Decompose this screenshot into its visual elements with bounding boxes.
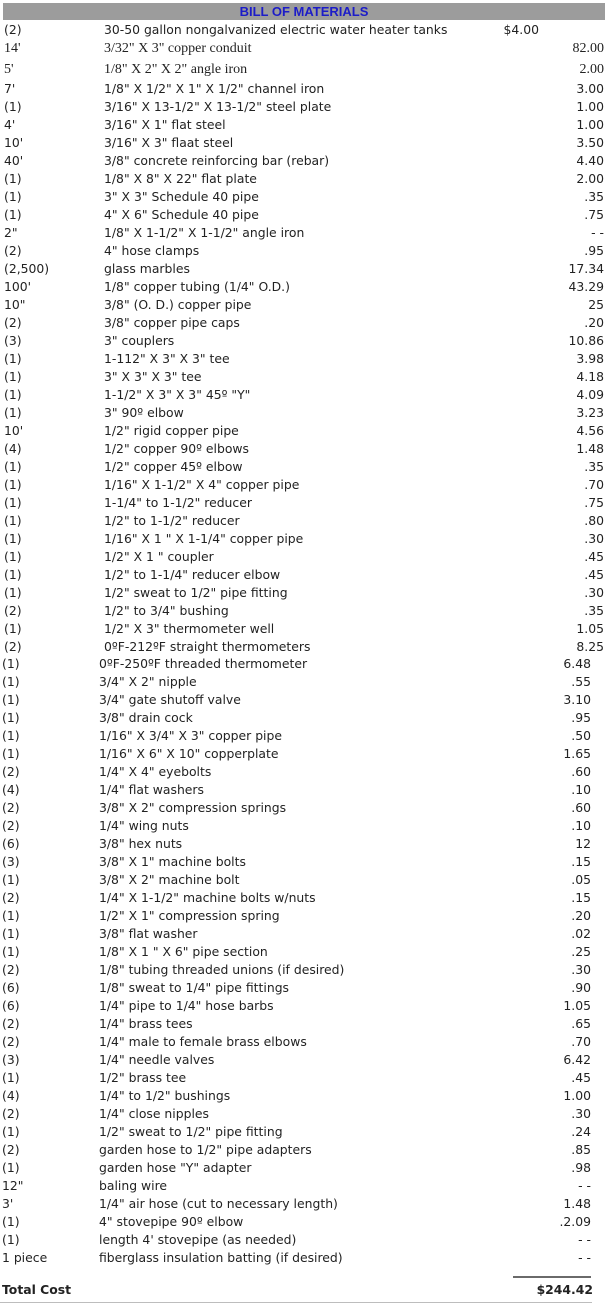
material-row bbox=[0, 170, 611, 188]
material-row bbox=[0, 602, 611, 620]
material-row bbox=[0, 314, 611, 332]
material-cost: .60 bbox=[571, 764, 591, 779]
material-row bbox=[0, 134, 611, 152]
material-cost: .80 bbox=[584, 513, 604, 528]
material-row bbox=[0, 1141, 611, 1159]
material-quantity: (1) bbox=[4, 207, 22, 222]
material-cost: 4.40 bbox=[576, 153, 604, 168]
material-quantity: (1) bbox=[4, 567, 22, 582]
total-divider bbox=[513, 1276, 591, 1278]
material-cost: 2.00 bbox=[579, 61, 604, 77]
material-quantity: (1) bbox=[4, 459, 22, 474]
material-description: 1/8" X 8" X 22" flat plate bbox=[104, 171, 257, 186]
material-description: 1/2" brass tee bbox=[99, 1070, 187, 1085]
material-row bbox=[0, 871, 611, 889]
material-cost: 12 bbox=[575, 836, 591, 851]
material-description: 3" 90º elbow bbox=[104, 405, 184, 420]
material-row bbox=[0, 1033, 611, 1051]
material-description: 1/4" air hose (cut to necessary length) bbox=[99, 1196, 338, 1211]
material-description: 1/4" to 1/2" bushings bbox=[99, 1088, 231, 1103]
material-description: 3/8" flat washer bbox=[99, 926, 198, 941]
material-cost: .65 bbox=[571, 1016, 591, 1031]
material-cost: .75 bbox=[584, 207, 604, 222]
material-cost: 1.65 bbox=[563, 746, 591, 761]
page-title: BILL OF MATERIALS bbox=[239, 4, 369, 19]
material-cost: .2.09 bbox=[559, 1214, 591, 1229]
material-cost: 1.48 bbox=[576, 441, 604, 456]
material-description: 3/8" (O. D.) copper pipe bbox=[104, 297, 252, 312]
material-quantity: 12" bbox=[2, 1178, 24, 1193]
material-description: 1/8" copper tubing (1/4" O.D.) bbox=[104, 279, 290, 294]
material-quantity: (1) bbox=[2, 944, 20, 959]
material-row bbox=[0, 1087, 611, 1105]
material-quantity: (2) bbox=[2, 1142, 20, 1157]
material-description: 1/8" X 1/2" X 1" X 1/2" channel iron bbox=[104, 81, 325, 96]
material-quantity: (1) bbox=[4, 531, 22, 546]
material-description: 3/8" X 2" machine bolt bbox=[99, 872, 240, 887]
material-row bbox=[0, 386, 611, 404]
material-description: 3/8" X 1" machine bolts bbox=[99, 854, 246, 869]
material-description: 3/8" drain cock bbox=[99, 710, 193, 725]
material-quantity: (1) bbox=[4, 495, 22, 510]
material-row bbox=[0, 458, 611, 476]
material-row bbox=[0, 368, 611, 386]
material-row bbox=[0, 853, 611, 871]
material-row bbox=[0, 404, 611, 422]
material-quantity: (1) bbox=[4, 171, 22, 186]
material-row bbox=[0, 817, 611, 835]
material-description: 3/8" hex nuts bbox=[99, 836, 183, 851]
material-quantity: (2,500) bbox=[4, 261, 50, 276]
material-quantity: (4) bbox=[4, 441, 22, 456]
material-quantity: (1) bbox=[4, 621, 22, 636]
material-cost: .50 bbox=[571, 728, 591, 743]
material-quantity: 100' bbox=[4, 279, 32, 294]
material-description: 1/4" male to female brass elbows bbox=[99, 1034, 307, 1049]
material-quantity: (1) bbox=[4, 369, 22, 384]
material-row bbox=[0, 997, 611, 1015]
material-quantity: (1) bbox=[2, 1070, 20, 1085]
material-row bbox=[0, 1213, 611, 1231]
material-description: baling wire bbox=[99, 1178, 168, 1193]
material-description: glass marbles bbox=[104, 261, 190, 276]
material-row bbox=[0, 530, 611, 548]
material-row bbox=[0, 98, 611, 116]
material-row bbox=[0, 422, 611, 440]
material-cost: .45 bbox=[571, 1070, 591, 1085]
material-quantity: (2) bbox=[2, 764, 20, 779]
material-quantity: (4) bbox=[2, 1088, 20, 1103]
material-row bbox=[0, 494, 611, 512]
material-row bbox=[0, 727, 611, 745]
material-cost: 82.00 bbox=[572, 41, 604, 56]
material-row bbox=[0, 60, 611, 81]
material-description: 1/2" sweat to 1/2" pipe fitting bbox=[104, 585, 288, 600]
material-row bbox=[0, 1249, 611, 1267]
material-description: 3/32" X 3" copper conduit bbox=[104, 41, 252, 56]
material-row bbox=[0, 21, 611, 39]
material-description: 1/8" X 1-1/2" X 1-1/2" angle iron bbox=[104, 225, 305, 240]
material-description: 1/16" X 1-1/2" X 4" copper pipe bbox=[104, 477, 300, 492]
material-quantity: 10' bbox=[4, 423, 24, 438]
material-quantity: (1) bbox=[4, 549, 22, 564]
material-cost: .30 bbox=[584, 531, 604, 546]
material-quantity: 14' bbox=[4, 41, 21, 56]
material-row bbox=[0, 152, 611, 170]
material-row bbox=[0, 260, 611, 278]
material-cost: .30 bbox=[571, 962, 591, 977]
material-description: 4" hose clamps bbox=[104, 243, 200, 258]
material-description: 3/4" gate shutoff valve bbox=[99, 692, 241, 707]
material-quantity: (2) bbox=[4, 639, 22, 654]
material-description: 1/2" rigid copper pipe bbox=[104, 423, 239, 438]
material-cost: 1.05 bbox=[563, 998, 591, 1013]
material-description: length 4' stovepipe (as needed) bbox=[99, 1232, 297, 1247]
material-cost: .20 bbox=[584, 315, 604, 330]
material-row bbox=[0, 242, 611, 260]
material-row bbox=[0, 296, 611, 314]
material-quantity: (1) bbox=[2, 1124, 20, 1139]
material-row bbox=[0, 943, 611, 961]
material-cost: .90 bbox=[571, 980, 591, 995]
material-row bbox=[0, 278, 611, 296]
material-row bbox=[0, 763, 611, 781]
material-row bbox=[0, 673, 611, 691]
material-description: 1/2" copper 90º elbows bbox=[104, 441, 250, 456]
material-description: 1/4" X 1-1/2" machine bolts w/nuts bbox=[99, 890, 316, 905]
material-quantity: (2) bbox=[4, 22, 22, 37]
material-row bbox=[0, 188, 611, 206]
material-cost: 4.56 bbox=[576, 423, 604, 438]
material-row bbox=[0, 206, 611, 224]
material-description: 3/8" concrete reinforcing bar (rebar) bbox=[104, 153, 330, 168]
material-quantity: 3' bbox=[2, 1196, 14, 1211]
material-quantity: (1) bbox=[2, 872, 20, 887]
material-description: 1/16" X 1 " X 1-1/4" copper pipe bbox=[104, 531, 304, 546]
material-row bbox=[0, 907, 611, 925]
material-cost: - - bbox=[578, 1178, 591, 1193]
material-row bbox=[0, 1231, 611, 1249]
material-row bbox=[0, 889, 611, 907]
material-row bbox=[0, 961, 611, 979]
material-cost: 43.29 bbox=[568, 279, 604, 294]
material-description: 3" X 3" X 3" tee bbox=[104, 369, 202, 384]
material-description: 3/4" X 2" nipple bbox=[99, 674, 197, 689]
material-cost: .95 bbox=[584, 243, 604, 258]
material-quantity: (1) bbox=[4, 405, 22, 420]
material-cost: .15 bbox=[571, 854, 591, 869]
material-description: fiberglass insulation batting (if desired) bbox=[99, 1250, 343, 1265]
material-row bbox=[0, 512, 611, 530]
material-quantity: (1) bbox=[2, 1232, 20, 1247]
material-row bbox=[0, 655, 611, 673]
material-quantity: (2) bbox=[4, 603, 22, 618]
material-row bbox=[0, 1195, 611, 1213]
material-row bbox=[0, 440, 611, 458]
material-description: 1/4" pipe to 1/4" hose barbs bbox=[99, 998, 274, 1013]
material-cost: 10.86 bbox=[568, 333, 604, 348]
material-quantity: 40' bbox=[4, 153, 24, 168]
material-cost: .25 bbox=[571, 944, 591, 959]
material-description: 3" X 3" Schedule 40 pipe bbox=[104, 189, 259, 204]
material-row bbox=[0, 925, 611, 943]
materials-list-upper bbox=[0, 21, 611, 656]
material-cost: .60 bbox=[571, 800, 591, 815]
material-quantity: 2" bbox=[4, 225, 18, 240]
material-cost: - - bbox=[578, 1232, 591, 1247]
material-cost: .20 bbox=[571, 908, 591, 923]
material-cost: .98 bbox=[571, 1160, 591, 1175]
total-cost-value: $244.42 bbox=[536, 1282, 593, 1297]
material-cost: .30 bbox=[571, 1106, 591, 1121]
material-quantity: (3) bbox=[4, 333, 22, 348]
material-description: 1/4" wing nuts bbox=[99, 818, 189, 833]
material-description: 1/16" X 6" X 10" copperplate bbox=[99, 746, 279, 761]
material-quantity: 1 piece bbox=[2, 1250, 48, 1265]
material-quantity: 5' bbox=[4, 61, 14, 77]
material-quantity: (6) bbox=[2, 980, 20, 995]
material-description: 3" couplers bbox=[104, 333, 175, 348]
material-row bbox=[0, 224, 611, 242]
material-cost: $4.00 bbox=[503, 22, 539, 37]
material-quantity: (1) bbox=[2, 746, 20, 761]
material-quantity: (2) bbox=[2, 1106, 20, 1121]
material-description: 4" stovepipe 90º elbow bbox=[99, 1214, 244, 1229]
material-cost: .70 bbox=[584, 477, 604, 492]
material-description: 0ºF-250ºF threaded thermometer bbox=[99, 656, 308, 671]
material-description: 1-1/2" X 3" X 3" 45º "Y" bbox=[104, 387, 251, 402]
material-quantity: (1) bbox=[4, 189, 22, 204]
material-row bbox=[0, 745, 611, 763]
bill-of-materials-header bbox=[3, 3, 605, 20]
material-description: 0ºF-212ºF straight thermometers bbox=[104, 639, 311, 654]
material-description: garden hose "Y" adapter bbox=[99, 1160, 252, 1175]
material-row bbox=[0, 620, 611, 638]
material-quantity: (1) bbox=[2, 926, 20, 941]
material-row bbox=[0, 39, 611, 60]
material-description: 1/4" close nipples bbox=[99, 1106, 209, 1121]
material-row bbox=[0, 835, 611, 853]
material-cost: 4.18 bbox=[576, 369, 604, 384]
material-quantity: 4' bbox=[4, 117, 16, 132]
material-row bbox=[0, 1123, 611, 1141]
material-cost: 3.10 bbox=[563, 692, 591, 707]
material-row bbox=[0, 799, 611, 817]
material-quantity: (1) bbox=[2, 710, 20, 725]
material-description: 4" X 6" Schedule 40 pipe bbox=[104, 207, 259, 222]
material-cost: 3.50 bbox=[576, 135, 604, 150]
material-description: 1/4" X 4" eyebolts bbox=[99, 764, 212, 779]
material-description: 1/2" to 3/4" bushing bbox=[104, 603, 229, 618]
material-cost: .45 bbox=[584, 567, 604, 582]
material-description: 3/16" X 13-1/2" X 13-1/2" steel plate bbox=[104, 99, 332, 114]
material-description: 3/16" X 3" flaat steel bbox=[104, 135, 234, 150]
material-row bbox=[0, 709, 611, 727]
material-description: 1/4" brass tees bbox=[99, 1016, 193, 1031]
material-cost: - - bbox=[578, 1250, 591, 1265]
material-cost: 4.09 bbox=[576, 387, 604, 402]
material-row bbox=[0, 332, 611, 350]
material-cost: .95 bbox=[571, 710, 591, 725]
material-description: 1/4" flat washers bbox=[99, 782, 204, 797]
material-cost: 1.00 bbox=[576, 99, 604, 114]
material-cost: .10 bbox=[571, 818, 591, 833]
material-quantity: (2) bbox=[2, 890, 20, 905]
material-cost: .24 bbox=[571, 1124, 591, 1139]
material-description: 1/2" sweat to 1/2" pipe fitting bbox=[99, 1124, 283, 1139]
material-quantity: (2) bbox=[2, 1016, 20, 1031]
material-quantity: (1) bbox=[4, 351, 22, 366]
material-quantity: (2) bbox=[4, 315, 22, 330]
material-row bbox=[0, 476, 611, 494]
material-row bbox=[0, 1177, 611, 1195]
material-cost: 2.00 bbox=[576, 171, 604, 186]
material-description: garden hose to 1/2" pipe adapters bbox=[99, 1142, 312, 1157]
material-description: 1/8" sweat to 1/4" pipe fittings bbox=[99, 980, 290, 995]
material-quantity: (2) bbox=[4, 243, 22, 258]
material-quantity: (6) bbox=[2, 998, 20, 1013]
material-quantity: (2) bbox=[2, 962, 20, 977]
material-quantity: 7' bbox=[4, 81, 16, 96]
material-cost: 25 bbox=[588, 297, 604, 312]
material-cost: .70 bbox=[571, 1034, 591, 1049]
material-cost: - - bbox=[591, 225, 604, 240]
material-row bbox=[0, 566, 611, 584]
material-row bbox=[0, 548, 611, 566]
material-quantity: 10" bbox=[4, 297, 26, 312]
material-quantity: (1) bbox=[2, 908, 20, 923]
material-quantity: (3) bbox=[2, 1052, 20, 1067]
material-quantity: (2) bbox=[2, 818, 20, 833]
total-cost-label: Total Cost bbox=[2, 1282, 72, 1297]
material-cost: .10 bbox=[571, 782, 591, 797]
material-quantity: (1) bbox=[2, 1214, 20, 1229]
material-cost: 1.00 bbox=[563, 1088, 591, 1103]
material-quantity: (1) bbox=[4, 477, 22, 492]
material-quantity: (1) bbox=[4, 387, 22, 402]
material-cost: 6.42 bbox=[563, 1052, 591, 1067]
bottom-divider bbox=[0, 1302, 592, 1303]
material-row bbox=[0, 781, 611, 799]
material-cost: 1.48 bbox=[563, 1196, 591, 1211]
materials-list-lower bbox=[0, 655, 611, 1267]
material-description: 3/8" copper pipe caps bbox=[104, 315, 240, 330]
material-description: 1/2" to 1-1/4" reducer elbow bbox=[104, 567, 281, 582]
material-description: 1-112" X 3" X 3" tee bbox=[104, 351, 230, 366]
material-cost: .02 bbox=[571, 926, 591, 941]
material-cost: 17.34 bbox=[568, 261, 604, 276]
material-cost: .35 bbox=[584, 189, 604, 204]
material-description: 1/2" to 1-1/2" reducer bbox=[104, 513, 240, 528]
material-cost: .05 bbox=[571, 872, 591, 887]
material-quantity: (1) bbox=[4, 585, 22, 600]
material-row bbox=[0, 116, 611, 134]
material-row bbox=[0, 638, 611, 656]
material-quantity: (6) bbox=[2, 836, 20, 851]
material-quantity: 10' bbox=[4, 135, 24, 150]
material-description: 3/8" X 2" compression springs bbox=[99, 800, 287, 815]
material-quantity: (1) bbox=[2, 1160, 20, 1175]
material-description: 1/2" X 1 " coupler bbox=[104, 549, 214, 564]
material-cost: .55 bbox=[571, 674, 591, 689]
material-cost: .15 bbox=[571, 890, 591, 905]
material-quantity: (1) bbox=[4, 513, 22, 528]
material-cost: 6.48 bbox=[563, 656, 591, 671]
material-row bbox=[0, 350, 611, 368]
material-quantity: (1) bbox=[4, 99, 22, 114]
material-cost: .30 bbox=[584, 585, 604, 600]
material-quantity: (1) bbox=[2, 692, 20, 707]
material-cost: .45 bbox=[584, 549, 604, 564]
material-quantity: (1) bbox=[2, 656, 20, 671]
material-description: 1/2" copper 45º elbow bbox=[104, 459, 243, 474]
material-description: 1/8" X 1 " X 6" pipe section bbox=[99, 944, 268, 959]
material-description: 1/8" X 2" X 2" angle iron bbox=[104, 61, 248, 77]
material-cost: 8.25 bbox=[576, 639, 604, 654]
material-row bbox=[0, 80, 611, 98]
material-row bbox=[0, 1159, 611, 1177]
material-row bbox=[0, 1069, 611, 1087]
material-quantity: (1) bbox=[2, 728, 20, 743]
material-cost: .75 bbox=[584, 495, 604, 510]
material-quantity: (3) bbox=[2, 854, 20, 869]
material-description: 1/8" tubing threaded unions (if desired) bbox=[99, 962, 345, 977]
material-row bbox=[0, 584, 611, 602]
material-cost: 3.23 bbox=[576, 405, 604, 420]
material-description: 1/2" X 1" compression spring bbox=[99, 908, 280, 923]
material-description: 1/2" X 3" thermometer well bbox=[104, 621, 275, 636]
material-cost: .85 bbox=[571, 1142, 591, 1157]
material-description: 30-50 gallon nongalvanized electric water heater tanks bbox=[104, 22, 448, 37]
material-cost: 3.00 bbox=[576, 81, 604, 96]
material-description: 1-1/4" to 1-1/2" reducer bbox=[104, 495, 252, 510]
material-description: 1/4" needle valves bbox=[99, 1052, 215, 1067]
material-cost: .35 bbox=[584, 459, 604, 474]
material-cost: 1.05 bbox=[576, 621, 604, 636]
material-cost: .35 bbox=[584, 603, 604, 618]
material-cost: 3.98 bbox=[576, 351, 604, 366]
material-description: 3/16" X 1" flat steel bbox=[104, 117, 226, 132]
material-row bbox=[0, 1015, 611, 1033]
material-row bbox=[0, 691, 611, 709]
material-row bbox=[0, 979, 611, 997]
material-quantity: (2) bbox=[2, 1034, 20, 1049]
material-quantity: (2) bbox=[2, 800, 20, 815]
material-quantity: (1) bbox=[2, 674, 20, 689]
material-row bbox=[0, 1051, 611, 1069]
total-cost-row bbox=[0, 1280, 611, 1300]
material-row bbox=[0, 1105, 611, 1123]
material-cost: 1.00 bbox=[576, 117, 604, 132]
material-quantity: (4) bbox=[2, 782, 20, 797]
material-description: 1/16" X 3/4" X 3" copper pipe bbox=[99, 728, 282, 743]
